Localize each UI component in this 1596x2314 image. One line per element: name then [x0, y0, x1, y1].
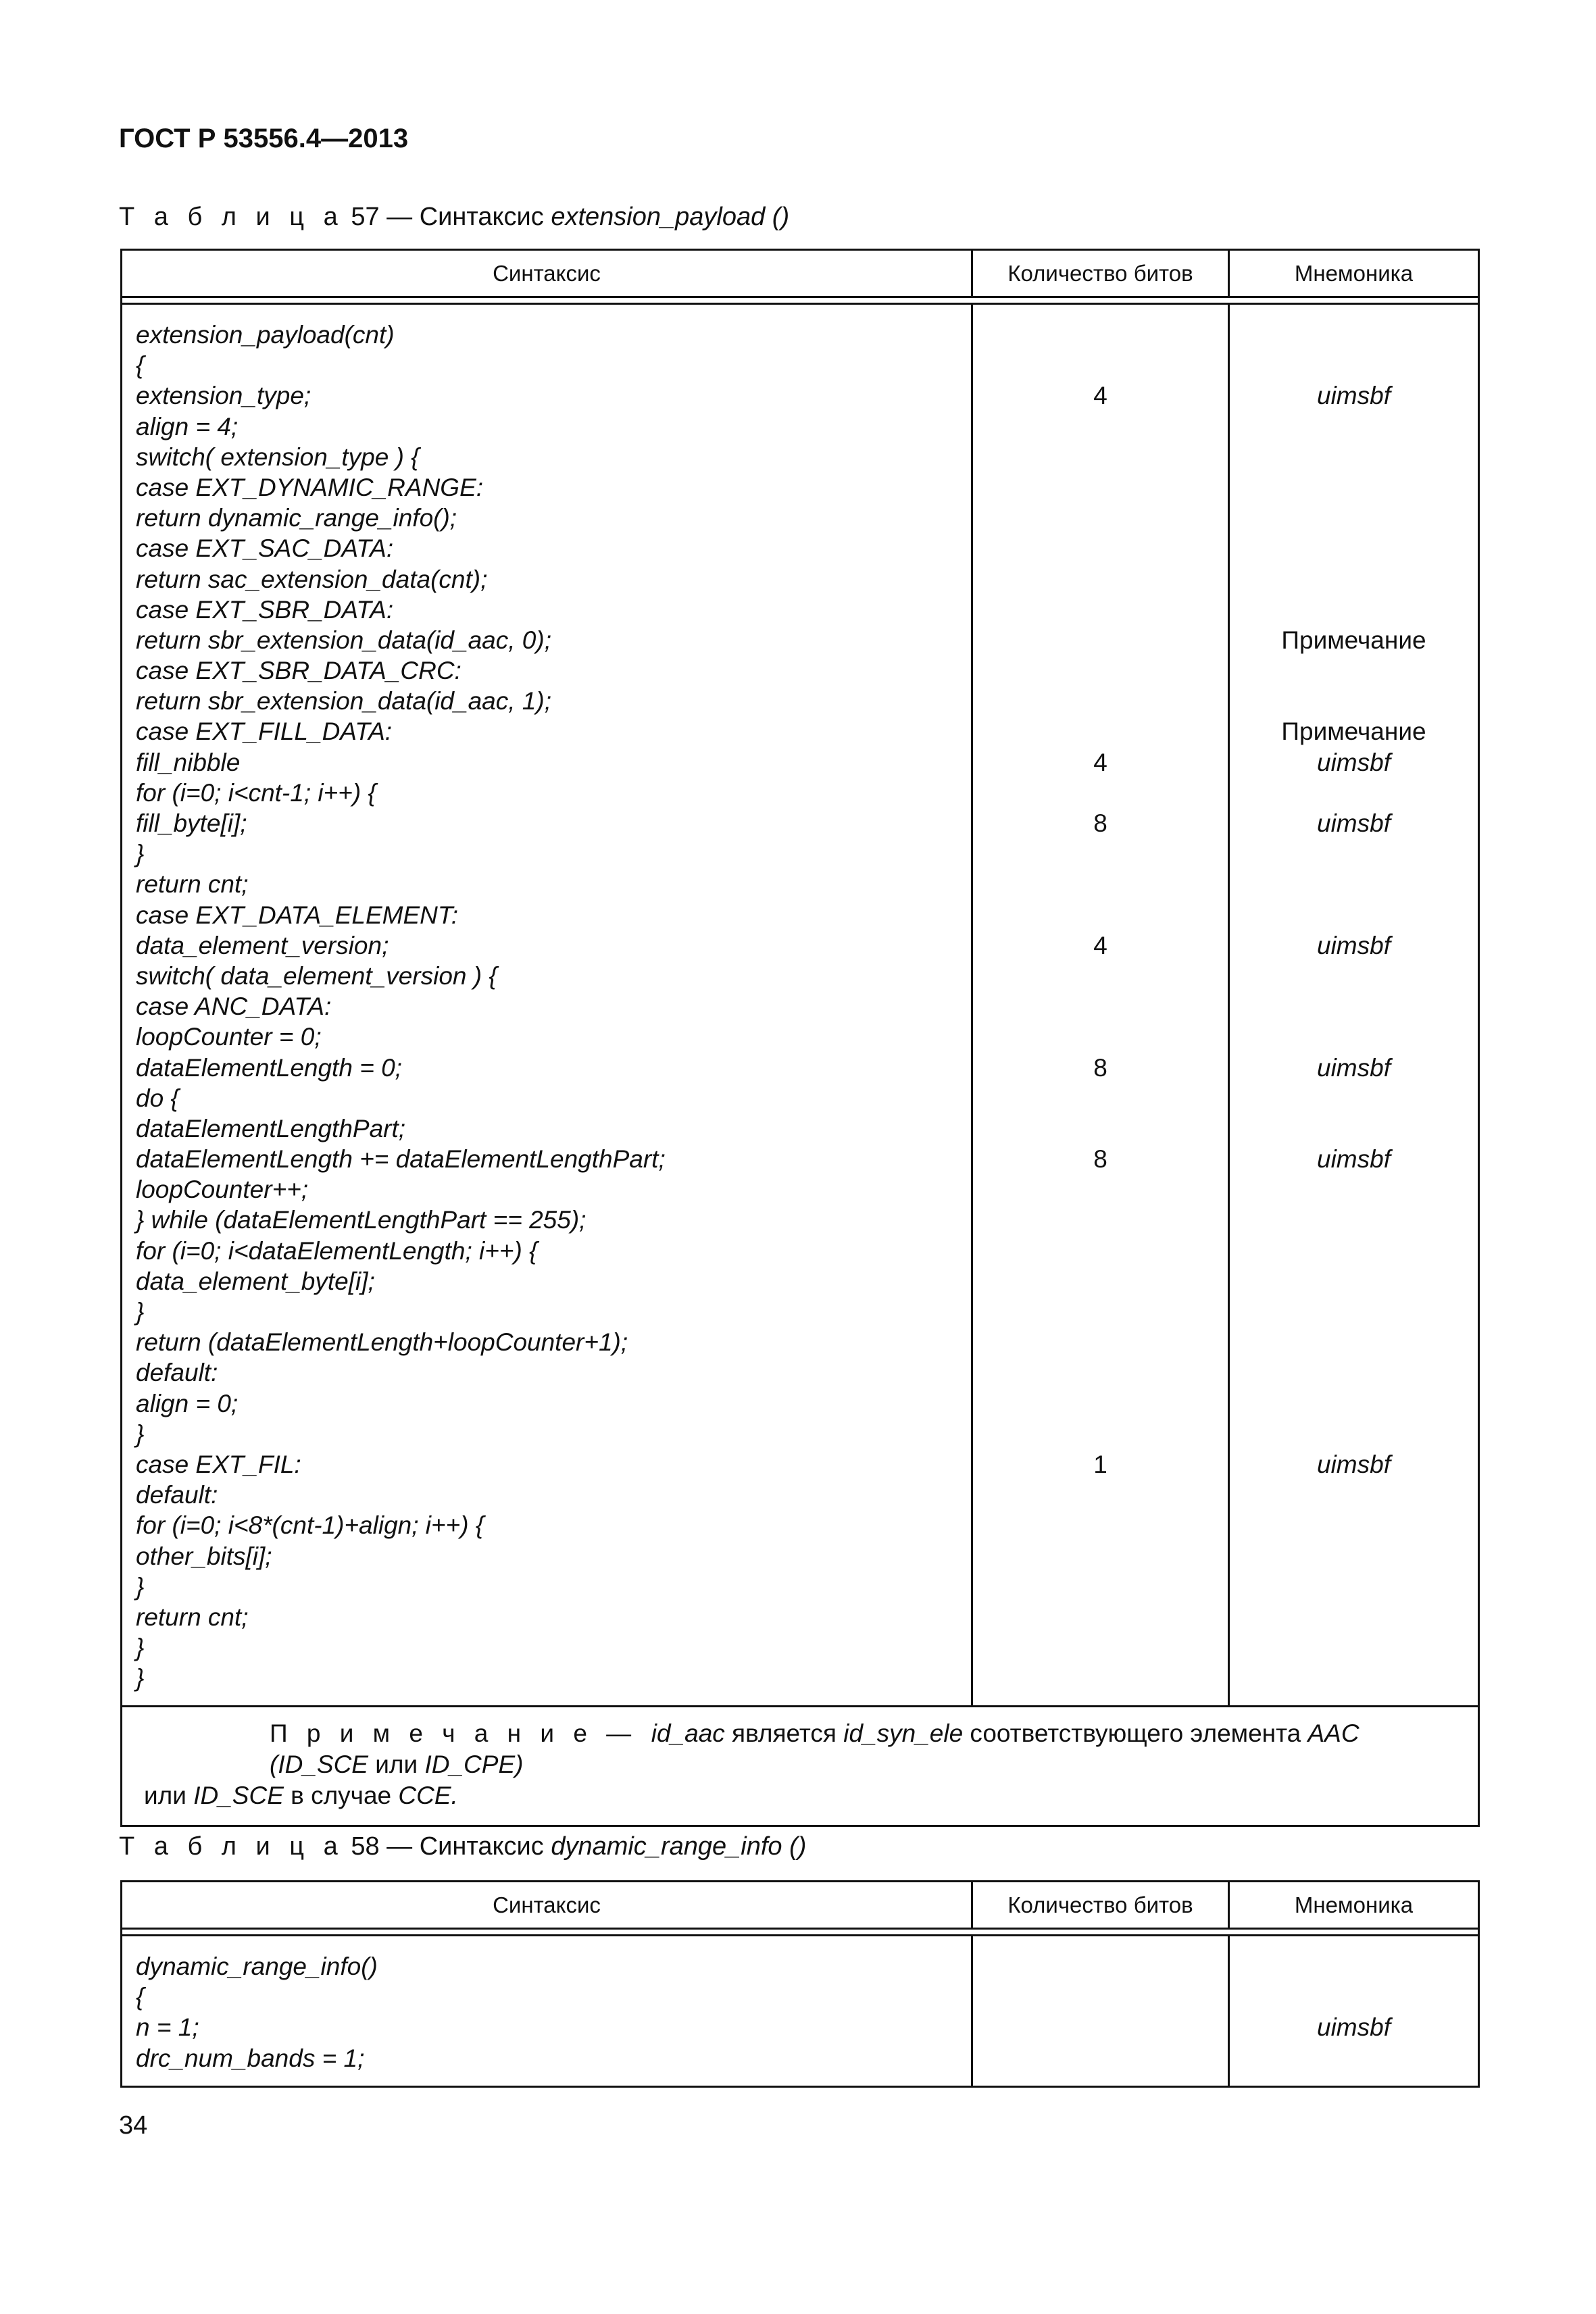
bits-value: [973, 1174, 1228, 1205]
table-body: [122, 305, 1478, 1705]
mnemonic-value: [1230, 686, 1478, 716]
bits-value: [973, 686, 1228, 716]
bits-value: 8: [1093, 1053, 1107, 1082]
note-text: ID_SCE: [193, 1782, 284, 1810]
bits-value: [973, 1327, 1228, 1357]
mnemonic-value: [1230, 1327, 1478, 1357]
mnemonic-value: uimsbf: [1317, 931, 1391, 959]
syntax-line: {: [136, 1983, 145, 2011]
mnemonic-value: [1230, 503, 1478, 533]
mnemonic-value: [1230, 1388, 1478, 1419]
mnemonic-value: [1230, 350, 1478, 380]
syntax-line: }: [136, 1664, 145, 1692]
bits-value: [973, 1266, 1228, 1297]
mnemonic-value: Примечание: [1281, 718, 1426, 746]
syntax-line: data_element_version;: [136, 931, 389, 959]
caption-prefix: Т а б л и ц а: [119, 203, 344, 231]
mnemonic-value: [1230, 900, 1478, 930]
mnemonic-value: [1230, 2043, 1478, 2073]
table-58: [120, 1880, 1480, 2088]
syntax-line: align = 0;: [136, 1389, 239, 1417]
header-syntax: Синтаксис: [122, 1882, 973, 1928]
note-label: П р и м е ч а н и е —: [270, 1719, 638, 1748]
syntax-line: case EXT_DYNAMIC_RANGE:: [136, 473, 484, 501]
syntax-line: case EXT_SBR_DATA:: [136, 595, 394, 624]
mnemonic-value: [1230, 1022, 1478, 1052]
mnemonic-value: [1230, 1982, 1478, 2012]
mnemonic-value: [1230, 1083, 1478, 1113]
bits-value: [973, 1632, 1228, 1663]
bits-value: [973, 1083, 1228, 1113]
mnemonic-value: [1230, 655, 1478, 686]
mnemonic-value: uimsbf: [1317, 1053, 1391, 1082]
syntax-line: return dynamic_range_info();: [136, 504, 457, 532]
bits-value: 4: [1093, 382, 1107, 410]
bits-value: [973, 1022, 1228, 1052]
bits-value: [973, 1236, 1228, 1266]
syntax-line: fill_byte[i];: [136, 809, 247, 837]
bits-value: [973, 1510, 1228, 1540]
mnemonic-value: [1230, 595, 1478, 625]
bits-value: [973, 2043, 1228, 2073]
mnemonic-value: uimsbf: [1317, 2013, 1391, 2042]
bits-value: 8: [1093, 1145, 1107, 1174]
mnemonic-value: [1230, 1663, 1478, 1693]
syntax-line: fill_nibble: [136, 748, 241, 776]
syntax-line: return cnt;: [136, 1603, 249, 1631]
mnemonic-value: [1230, 1205, 1478, 1235]
mnemonic-value: [1230, 869, 1478, 899]
syntax-line: }: [136, 1572, 145, 1601]
bits-value: 8: [1093, 809, 1107, 837]
syntax-line: case EXT_FILL_DATA:: [136, 718, 393, 746]
mnemonic-column: [1230, 1936, 1478, 2086]
header-separator: [122, 298, 1478, 305]
bits-value: [973, 1205, 1228, 1235]
header-mnemonic: Мнемоника: [1294, 1892, 1414, 1917]
bits-column: [973, 305, 1230, 1705]
bits-column: [973, 1936, 1230, 2086]
bits-value: [973, 1480, 1228, 1510]
table-58-caption: [119, 1832, 806, 1861]
syntax-line: }: [136, 1634, 145, 1662]
table-header: [122, 251, 1478, 298]
syntax-line: data_element_byte[i];: [136, 1267, 375, 1295]
syntax-line: dataElementLengthPart;: [136, 1114, 406, 1142]
table-note: [122, 1705, 1478, 1825]
syntax-line: case ANC_DATA:: [136, 992, 332, 1021]
bits-value: 4: [1093, 748, 1107, 776]
syntax-line: align = 4;: [136, 412, 239, 441]
note-text: CCE.: [398, 1782, 458, 1810]
mnemonic-value: [1230, 991, 1478, 1022]
syntax-line: for (i=0; i<8*(cnt-1)+align; i++) {: [136, 1511, 484, 1540]
syntax-line: for (i=0; i<cnt-1; i++) {: [136, 778, 376, 807]
mnemonic-value: uimsbf: [1317, 1450, 1391, 1478]
syntax-line: switch( data_element_version ) {: [136, 961, 497, 990]
bits-value: [973, 961, 1228, 991]
bits-value: [973, 1602, 1228, 1632]
bits-value: [973, 411, 1228, 442]
bits-value: [973, 595, 1228, 625]
table-body: [122, 1936, 1478, 2086]
mnemonic-value: [1230, 1632, 1478, 1663]
bits-value: [973, 1951, 1228, 1982]
syntax-column: [122, 305, 973, 1705]
mnemonic-value: [1230, 1510, 1478, 1540]
caption-prefix: Т а б л и ц а: [119, 1832, 344, 1861]
bits-value: [973, 900, 1228, 930]
header-mnemonic: Мнемоника: [1294, 260, 1414, 286]
mnemonic-value: [1230, 1174, 1478, 1205]
bits-value: [973, 1357, 1228, 1388]
header-bits: Количество битов: [973, 251, 1230, 296]
syntax-line: case EXT_DATA_ELEMENT:: [136, 901, 459, 929]
bits-value: [973, 564, 1228, 595]
bits-value: [973, 716, 1228, 747]
bits-value: [973, 503, 1228, 533]
header-separator: [122, 1930, 1478, 1936]
syntax-line: case EXT_FIL:: [136, 1450, 301, 1478]
table-57-caption: [119, 203, 789, 232]
bits-value: 4: [1093, 931, 1107, 959]
mnemonic-value: [1230, 533, 1478, 563]
bits-value: [973, 320, 1228, 350]
bits-value: [973, 625, 1228, 655]
note-text: или: [144, 1782, 194, 1810]
bits-value: [973, 1297, 1228, 1327]
bits-value: [973, 778, 1228, 808]
bits-value: [973, 1113, 1228, 1144]
mnemonic-value: [1230, 1419, 1478, 1449]
syntax-line: dynamic_range_info(): [136, 1953, 378, 1980]
syntax-line: loopCounter = 0;: [136, 1023, 322, 1051]
syntax-line: case EXT_SBR_DATA_CRC:: [136, 657, 462, 685]
bits-value: [973, 1571, 1228, 1602]
syntax-line: default:: [136, 1359, 218, 1387]
mnemonic-value: [1230, 1357, 1478, 1388]
syntax-column: [122, 1936, 973, 2086]
syntax-line: extension_type;: [136, 382, 311, 410]
mnemonic-value: uimsbf: [1317, 748, 1391, 776]
table-header: [122, 1882, 1478, 1930]
bits-value: [973, 1663, 1228, 1693]
bits-value: [973, 991, 1228, 1022]
syntax-line: } while (dataElementLengthPart == 255);: [136, 1206, 587, 1234]
syntax-line: case EXT_SAC_DATA:: [136, 534, 394, 563]
bits-value: 1: [1093, 1450, 1107, 1478]
mnemonic-value: [1230, 1951, 1478, 1982]
mnemonic-value: uimsbf: [1317, 1145, 1391, 1174]
mnemonic-value: [1230, 320, 1478, 350]
bits-value: [973, 1388, 1228, 1419]
syntax-line: return sac_extension_data(cnt);: [136, 565, 488, 593]
mnemonic-value: [1230, 1602, 1478, 1632]
mnemonic-value: [1230, 411, 1478, 442]
note-text: является: [724, 1719, 844, 1748]
caption-function: dynamic_range_info (): [551, 1832, 807, 1861]
mnemonic-column: [1230, 305, 1478, 1705]
bits-value: [973, 1541, 1228, 1571]
note-text: ID_CPE): [424, 1751, 524, 1779]
bits-value: [973, 2012, 1228, 2042]
page-number: 34: [119, 2111, 148, 2140]
syntax-line: switch( extension_type ) {: [136, 443, 420, 471]
header-syntax: Синтаксис: [122, 251, 973, 296]
bits-value: [973, 442, 1228, 472]
mnemonic-value: uimsbf: [1317, 809, 1391, 837]
caption-function: extension_payload (): [551, 203, 790, 231]
syntax-line: for (i=0; i<dataElementLength; i++) {: [136, 1236, 538, 1265]
note-text: или: [368, 1751, 425, 1779]
bits-value: [973, 350, 1228, 380]
bits-value: [973, 472, 1228, 503]
syntax-line: loopCounter++;: [136, 1176, 309, 1204]
mnemonic-value: [1230, 1541, 1478, 1571]
mnemonic-value: [1230, 1297, 1478, 1327]
syntax-line: extension_payload(cnt): [136, 321, 395, 349]
note-text: id_aac: [651, 1719, 725, 1748]
syntax-line: n = 1;: [136, 2013, 199, 2042]
mnemonic-value: [1230, 1266, 1478, 1297]
syntax-line: default:: [136, 1481, 218, 1509]
syntax-line: return sbr_extension_data(id_aac, 0);: [136, 626, 551, 654]
syntax-line: dataElementLength += dataElementLengthPart;: [136, 1145, 666, 1174]
document-code: ГОСТ Р 53556.4—2013: [119, 124, 409, 153]
mnemonic-value: [1230, 1236, 1478, 1266]
mnemonic-value: [1230, 1571, 1478, 1602]
bits-value: [973, 838, 1228, 869]
mnemonic-value: [1230, 442, 1478, 472]
mnemonic-value: [1230, 564, 1478, 595]
caption-number: 57 — Синтаксис: [343, 203, 551, 231]
syntax-line: }: [136, 1419, 145, 1448]
bits-value: [973, 1982, 1228, 2012]
mnemonic-value: [1230, 961, 1478, 991]
bits-value: [973, 655, 1228, 686]
syntax-line: return (dataElementLength+loopCounter+1);: [136, 1328, 628, 1357]
note-text: id_syn_ele: [843, 1719, 964, 1748]
syntax-line: return cnt;: [136, 870, 249, 899]
mnemonic-value: [1230, 1113, 1478, 1144]
syntax-line: do {: [136, 1084, 179, 1112]
syntax-line: dataElementLength = 0;: [136, 1053, 402, 1082]
note-text: соответствующего элемента: [963, 1719, 1308, 1748]
mnemonic-value: [1230, 472, 1478, 503]
bits-value: [973, 1419, 1228, 1449]
syntax-line: }: [136, 1298, 145, 1326]
header-bits: Количество битов: [973, 1882, 1230, 1928]
table-57: [120, 249, 1480, 1827]
note-text: AAC (ID_SCE: [270, 1719, 1360, 1779]
syntax-line: other_bits[i];: [136, 1542, 272, 1570]
syntax-line: }: [136, 840, 145, 868]
syntax-line: return sbr_extension_data(id_aac, 1);: [136, 687, 551, 715]
mnemonic-value: [1230, 1480, 1478, 1510]
note-text: в случае: [283, 1782, 399, 1810]
mnemonic-value: [1230, 838, 1478, 869]
mnemonic-value: Примечание: [1281, 626, 1426, 654]
caption-number: 58 — Синтаксис: [343, 1832, 551, 1861]
mnemonic-value: [1230, 778, 1478, 808]
syntax-line: {: [136, 351, 145, 380]
mnemonic-value: uimsbf: [1317, 382, 1391, 410]
syntax-line: drc_num_bands = 1;: [136, 2044, 365, 2072]
bits-value: [973, 869, 1228, 899]
bits-value: [973, 533, 1228, 563]
